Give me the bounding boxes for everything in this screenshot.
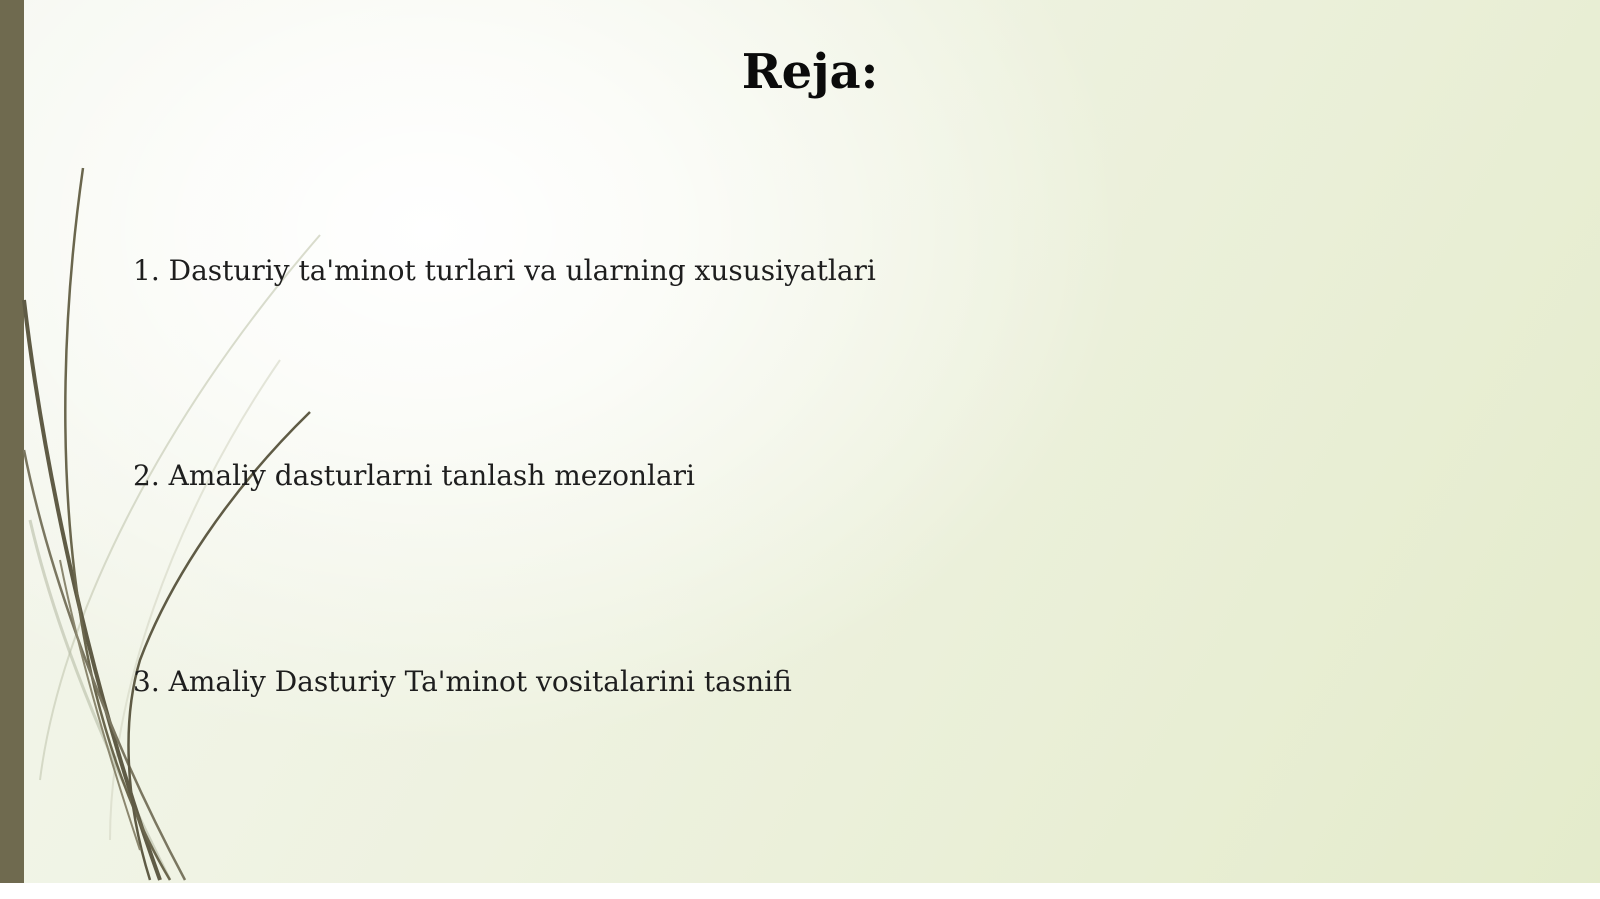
plan-item-number: 2.	[133, 459, 160, 492]
slide-title: Reja:	[741, 44, 879, 100]
plan-item-number: 1.	[133, 254, 160, 287]
bottom-strip	[0, 883, 1600, 899]
plan-item-1	[133, 253, 876, 289]
plan-item-text: Amaliy Dasturiy Ta'minot vositalarini tasnifi	[168, 665, 792, 698]
plan-item-3	[133, 664, 792, 700]
plan-item-number: 3.	[133, 665, 160, 698]
plan-item-2	[133, 458, 695, 494]
plan-item-text: Dasturiy ta'minot turlari va ularning xususiyatlari	[168, 254, 876, 287]
plan-item-text: Amaliy dasturlarni tanlash mezonlari	[168, 459, 695, 492]
